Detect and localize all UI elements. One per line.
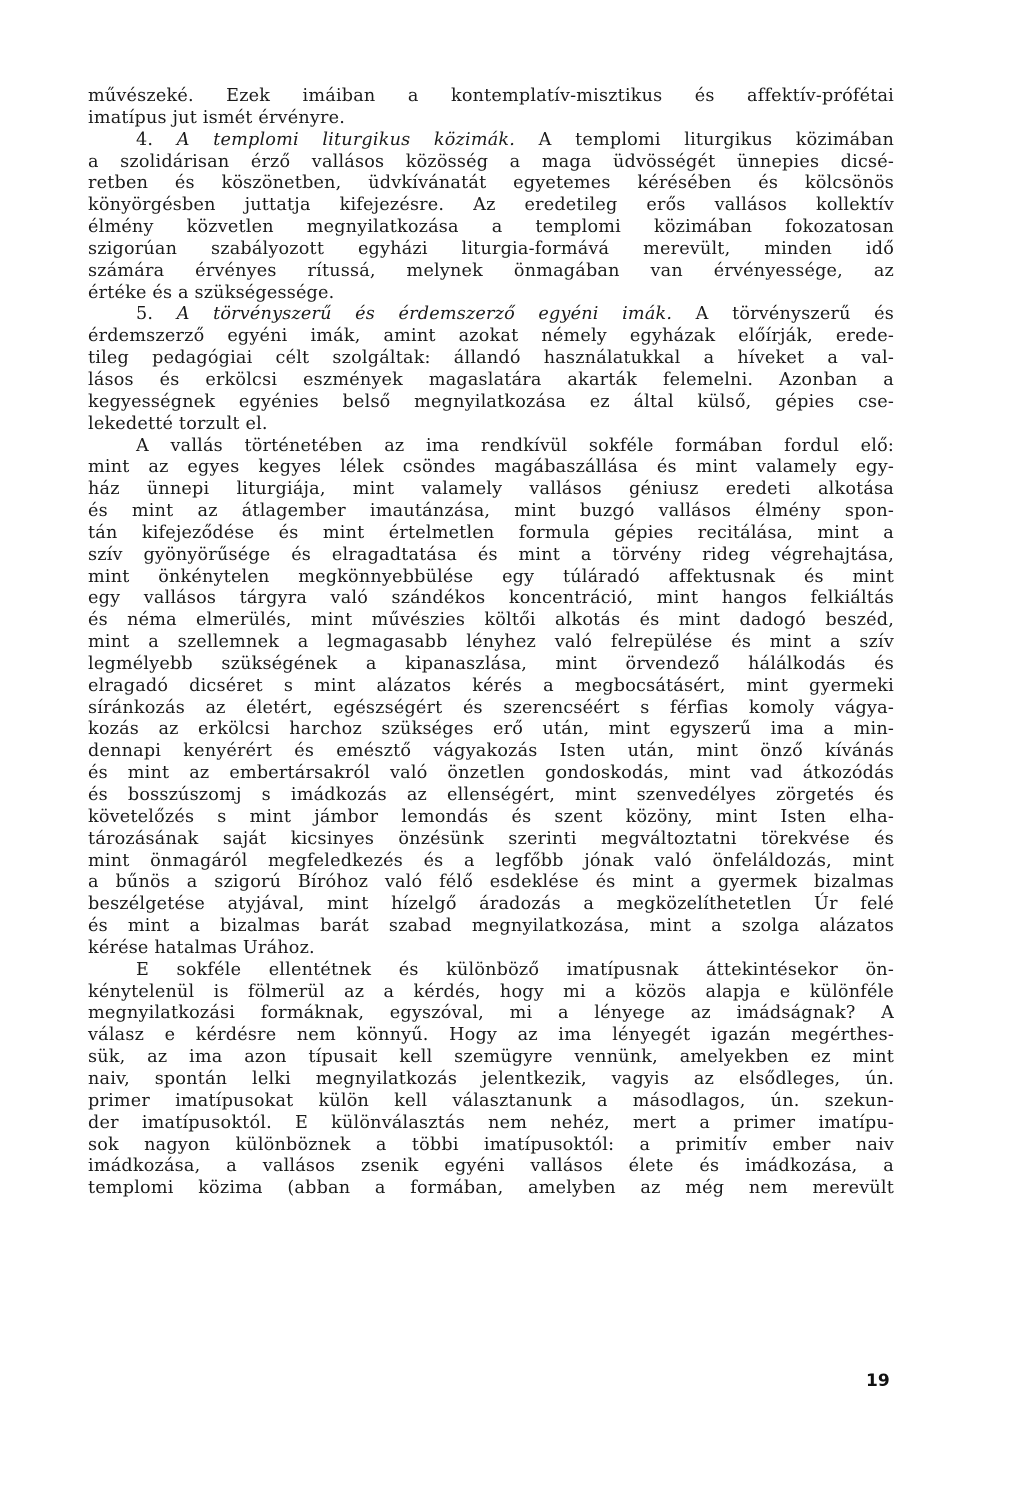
page-body: [88, 86, 894, 1200]
text-line: [88, 130, 894, 152]
text-line: imádkozása, a vallásos zsenik egyéni vallásos élete és imádkozása, a: [88, 1156, 894, 1177]
text-line: elragadó dicséret s mint alázatos kérés a megbocsátásért, mint gyermeki: [88, 675, 894, 696]
text-line: szív gyönyörűsége és elragadtatása és mint a törvény rideg végrehajtása,: [88, 544, 894, 565]
text-line: követelőzés s mint jámbor lemondás és szent közöny, mint Isten elha-: [88, 806, 894, 827]
text-line: tározásának saját kicsinyes önzésünk szerinti megváltoztatni törekvése és: [88, 828, 894, 849]
text-line: a bűnös a szigorú Bíróhoz való félő esdeklése és mint a gyermek bizalmas: [88, 872, 894, 893]
text-line: mint a szellemnek a legmagasabb lényhez való felrepülése és mint a szív: [88, 632, 894, 653]
text-line: mint önmagáról megfeledkezés és a legfőbb jónak való önfeláldozás, mint: [88, 850, 894, 871]
text-line: [88, 304, 894, 326]
text-line: és mint az átlagember imautánzása, mint buzgó vallásos élmény spon-: [88, 501, 894, 522]
text-line: legmélyebb szükségének a kipanaszlása, mint örvendező hálálkodás és: [88, 653, 894, 674]
text-line: mint az egyes kegyes lélek csöndes magábaszállása és mint valamely egy-: [88, 457, 894, 478]
text-line: síránkozás az életért, egészségért és szerencséért s férfias komoly vágya-: [88, 697, 894, 718]
text-line: élmény közvetlen megnyilatkozása a templomi közimában fokozatosan: [88, 217, 894, 238]
text-line: könyörgésben juttatja kifejezésre. Az eredetileg erős vallásos kollektív: [88, 195, 894, 216]
text-line: der imatípusoktól. E különválasztás nem nehéz, mert a primer imatípu-: [88, 1112, 894, 1133]
text-line: válasz e kérdésre nem könnyű. Hogy az ima lényegét igazán megérthes-: [88, 1025, 894, 1046]
text-line: szigorúan szabályozott egyházi liturgia-formává merevült, minden idő: [88, 238, 894, 259]
text-line: egy vallásos tárgyra való szándékos koncentráció, mint hangos felkiáltás: [88, 588, 894, 609]
text-line: beszélgetése atyjával, mint hízelgő áradozás a megközelíthetetlen Úr felé: [88, 894, 894, 915]
text-line: kegyességnek egyénies belső megnyilatkozása ez által külső, gépies cse-: [88, 391, 894, 412]
line-text: A templomi liturgikus közimában: [515, 129, 894, 150]
text-line: A vallás történetében az ima rendkívül sokféle formában fordul elő:: [136, 435, 894, 456]
text-line: és bosszúszomj s imádkozás az ellenségért, mint szenvedélyes zörgetés és: [88, 785, 894, 805]
text-line: retben és köszönetben, üdvkívánatát egyetemes kérésében és kölcsönös: [88, 173, 894, 194]
text-line: és néma elmerülés, mint művészies költői alkotás és mint dadogó beszéd,: [88, 610, 894, 631]
text-line: érdemszerző egyéni imák, amint azokat némely egyházak előírják, erede-: [88, 326, 894, 347]
text-line: értéke és a szükségessége.: [88, 282, 335, 303]
text-line: megnyilatkozási formáknak, egyszóval, mi a lényege az imádságnak? A: [88, 1003, 894, 1024]
text-line: és mint a bizalmas barát szabad megnyilatkozása, mint a szolga alázatos: [88, 916, 894, 937]
section-heading: A templomi liturgikus közimák.: [176, 129, 516, 150]
text-line: sok nagyon különböznek a többi imatípusoktól: a primitív ember naiv: [88, 1134, 894, 1155]
section-heading: A törvényszerű és érdemszerző egyéni imák.: [176, 304, 673, 325]
text-line: E sokféle ellentétnek és különböző imatípusnak áttekintésekor ön-: [136, 959, 894, 980]
section-number: 4.: [136, 129, 177, 150]
text-line: sük, az ima azon típusait kell szemügyre vennünk, amelyekben ez mint: [88, 1047, 894, 1068]
text-line: tán kifejeződése és mint értelmetlen formula gépies recitálása, mint a: [88, 522, 894, 543]
text-line: művészeké. Ezek imáiban a kontemplatív-misztikus és affektív-prófétai: [88, 86, 894, 106]
text-line: lásos és erkölcsi eszmények magaslatára akarták felemelni. Azonban a: [88, 369, 894, 390]
text-line: kérése hatalmas Urához.: [88, 937, 315, 958]
text-line: primer imatípusokat külön kell választanunk a másodlagos, ún. szekun-: [88, 1090, 894, 1111]
text-line: ház ünnepi liturgiája, mint valamely vallásos géniusz eredeti alkotása: [88, 479, 894, 500]
text-line: és mint az embertársakról való önzetlen gondoskodás, mint vad átkozódás: [88, 763, 894, 784]
line-text: A törvényszerű és: [672, 304, 895, 325]
section-number: 5.: [136, 304, 177, 325]
page-number: 19: [866, 1371, 890, 1391]
text-line: lekedetté torzult el.: [88, 413, 268, 434]
text-line: imatípus jut ismét érvényre.: [88, 107, 346, 128]
text-line: kozás az erkölcsi harchoz szükséges erő után, mint egyszerű ima a min-: [88, 719, 894, 740]
text-line: templomi közima (abban a formában, amelyben az még nem merevült: [88, 1178, 894, 1199]
text-line: tileg pedagógiai célt szolgáltak: állandó használatukkal a híveket a val-: [88, 348, 894, 369]
text-line: kénytelenül is fölmerül az a kérdés, hogy mi a közös alapja e különféle: [88, 981, 894, 1002]
text-line: dennapi kenyérért és emésztő vágyakozás Isten után, mint önző kívánás: [88, 741, 894, 762]
text-line: naiv, spontán lelki megnyilatkozás jelentkezik, vagyis az elsődleges, ún.: [88, 1068, 894, 1089]
text-line: számára érvényes rítussá, melynek önmagában van érvényessége, az: [88, 260, 894, 281]
text-line: a szolidárisan érző vallásos közösség a maga üdvösségét ünnepies dicsé-: [88, 151, 894, 172]
text-line: mint önkénytelen megkönnyebbülése egy túláradó affektusnak és mint: [88, 566, 894, 587]
